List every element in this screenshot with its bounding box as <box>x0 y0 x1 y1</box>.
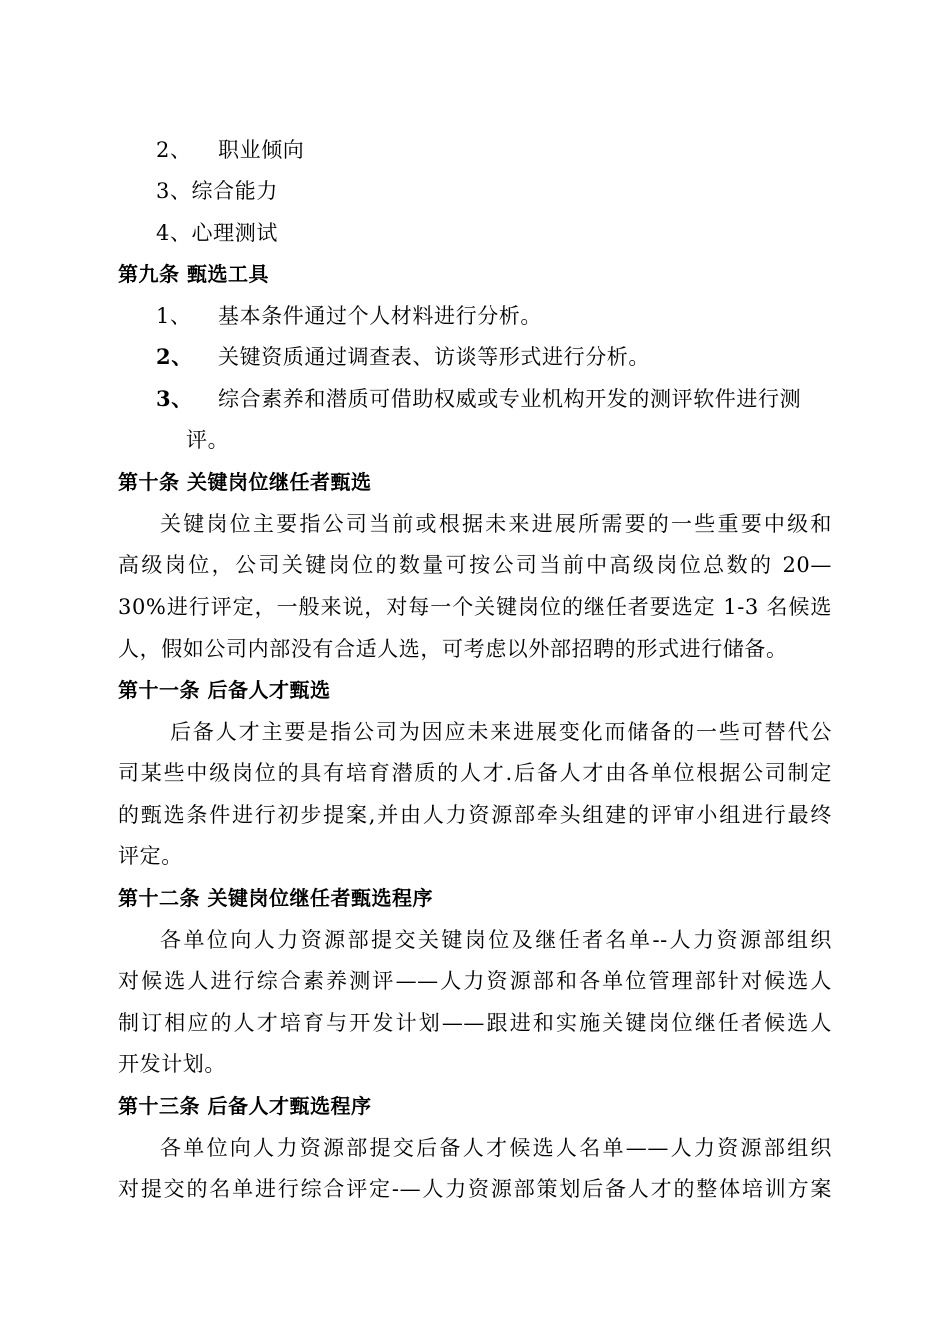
paragraph-line: 评定。 <box>118 844 183 868</box>
paragraph-line: 各单位向人力资源部提交后备人才候选人名单——人力资源部组织 <box>160 1136 832 1160</box>
list-text: 关键资质通过调查表、访谈等形式进行分析。 <box>218 345 650 369</box>
list-text: 职业倾向 <box>218 138 305 162</box>
list-item: 4、心理测试 <box>156 221 278 245</box>
paragraph-line: 对提交的名单进行综合评定-—人力资源部策划后备人才的整体培训方案 <box>118 1177 832 1201</box>
list-number: 1、 <box>156 304 192 328</box>
paragraph-line: 制订相应的人才培育与开发计划——跟进和实施关键岗位继任者候选人 <box>118 1011 832 1035</box>
list-item: 3、综合能力 <box>156 179 278 203</box>
article-heading: 第十条 关键岗位继任者甄选 <box>118 470 372 494</box>
paragraph-line: 人，假如公司内部没有合适人选，可考虑以外部招聘的形式进行储备。 <box>118 637 788 661</box>
paragraph-line: 关键岗位主要指公司当前或根据未来进展所需要的一些重要中级和 <box>160 512 832 536</box>
paragraph-line: 开发计划。 <box>118 1052 226 1076</box>
paragraph-line: 各单位向人力资源部提交关键岗位及继任者名单--人力资源部组织 <box>160 928 832 952</box>
paragraph-line: 30%进行评定，一般来说，对每一个关键岗位的继任者要选定 1-3 名候选 <box>118 595 832 619</box>
paragraph-line: 高级岗位，公司关键岗位的数量可按公司当前中高级岗位总数的 20— <box>118 553 832 577</box>
list-number: 3、 <box>156 386 193 411</box>
list-text-continuation: 评。 <box>186 428 230 452</box>
article-heading: 第十二条 关键岗位继任者甄选程序 <box>118 886 433 910</box>
article-heading: 第十三条 后备人才甄选程序 <box>118 1094 372 1118</box>
paragraph-line: 对候选人进行综合素养测评——人力资源部和各单位管理部针对候选人 <box>118 969 832 993</box>
paragraph-line: 后备人才主要是指公司为因应未来进展变化而储备的一些可替代公 <box>170 720 832 744</box>
article-heading: 第十一条 后备人才甄选 <box>118 678 331 702</box>
list-text: 基本条件通过个人材料进行分析。 <box>218 304 542 328</box>
list-text: 综合素养和潜质可借助权威或专业机构开发的测评软件进行测 <box>218 387 802 411</box>
article-heading: 第九条 甄选工具 <box>118 262 269 286</box>
list-number: 2、 <box>156 138 192 162</box>
paragraph-line: 的甄选条件进行初步提案,并由人力资源部牵头组建的评审小组进行最终 <box>118 803 832 827</box>
paragraph-line: 司某些中级岗位的具有培育潜质的人才.后备人才由各单位根据公司制定 <box>118 761 832 785</box>
list-number: 2、 <box>156 344 193 369</box>
